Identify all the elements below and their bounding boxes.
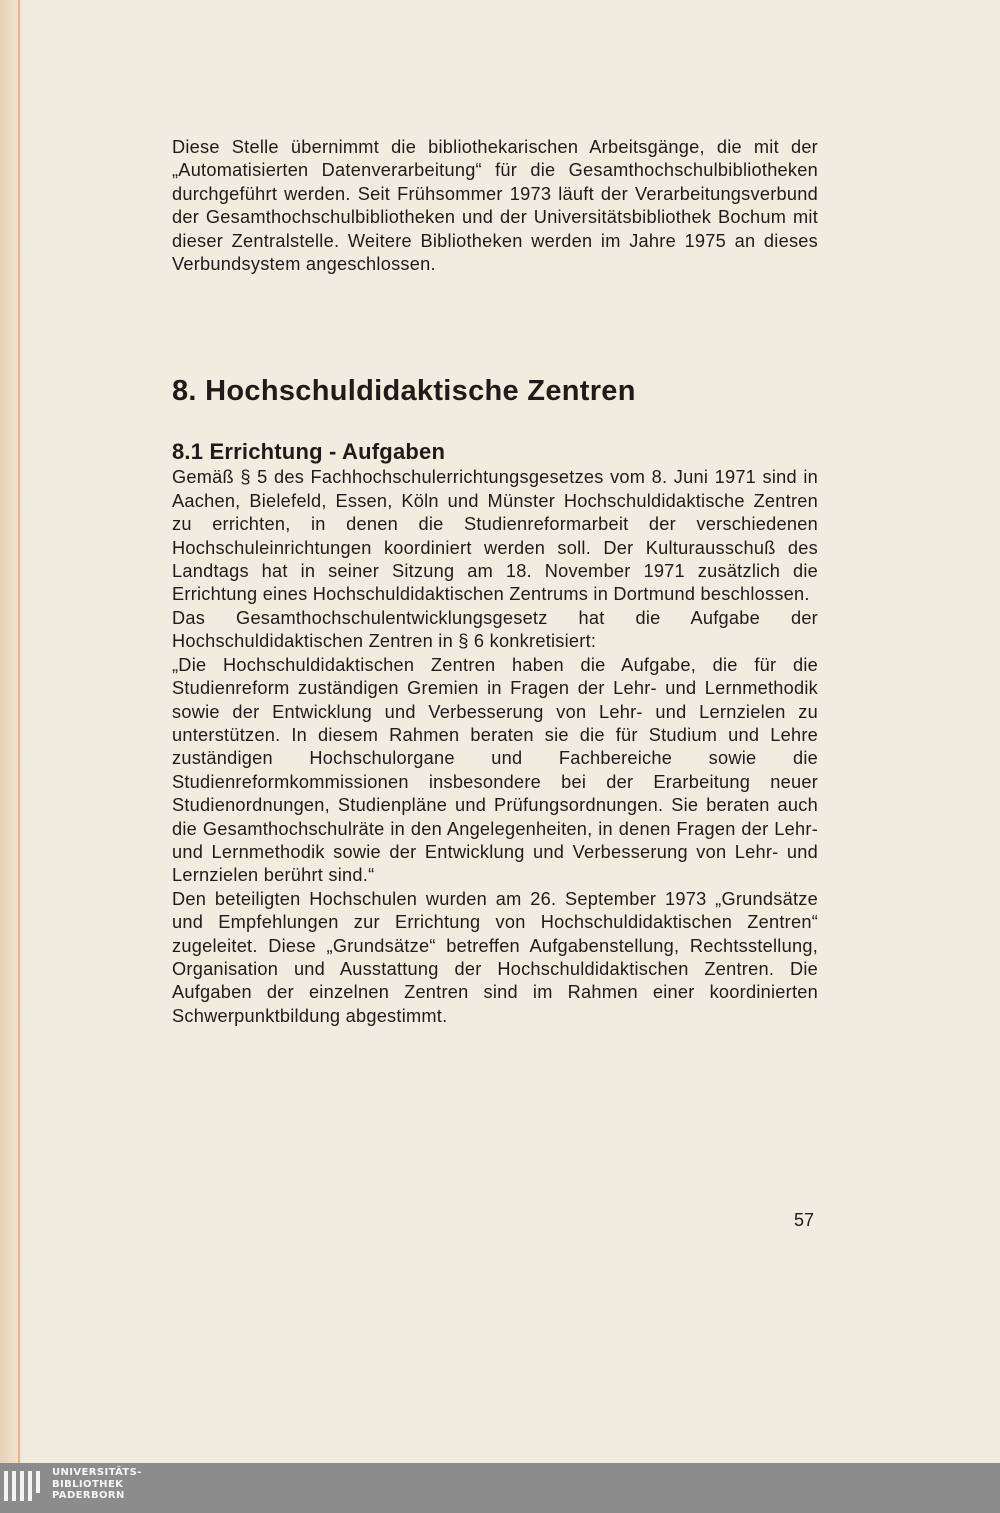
paragraph-gesetz: Das Gesamthochschulentwicklungsgesetz hat die Aufgabe der Hochschuldidaktischen Zentren in § 6 konkretisiert: (172, 607, 818, 652)
chapter-heading: 8. Hochschuldidaktische Zentren (172, 375, 636, 408)
logo-line-3: PADERBORN (52, 1490, 125, 1501)
page-edge-line (18, 0, 20, 1463)
page-number: 57 (794, 1210, 815, 1230)
paragraph-errichtung: Gemäß § 5 des Fachhochschulerrichtungsgesetzes vom 8. Juni 1971 sind in Aachen, Bielefeld, Essen, Köln und Münster Hochschuldidaktische Zentren zu errichten, in denen die Studienreformarbeit der verschiedenen Hochschuleinrichtungen koordiniert werden soll. Der Kulturausschuß des Landtags hat in seiner Sitzung am 18. November 1971 zusätzlich die Errichtung eines Hochschuldidaktischen Zentrums in Dortmund beschlossen. (172, 467, 818, 605)
paragraph-zentralstelle: Diese Stelle übernimmt die bibliothekarischen Arbeitsgänge, die mit der „Automatisierten Datenverarbeitung“ für die Gesamthochschulbibliotheken durchgeführt werden. Seit Frühsommer 1973 läuft der Verarbeitungsverbund der Gesamthochschulbibliotheken und der Universitätsbibliothek Bochum mit dieser Zentralstelle. Weitere Bibliotheken werden im Jahre 1975 an dieses Verbundsystem angeschlossen. (172, 137, 818, 275)
section-heading: 8.1 Errichtung - Aufgaben (172, 439, 446, 465)
library-footer-bar (0, 1463, 1000, 1513)
library-logo-icon (4, 1471, 44, 1507)
logo-line-2: BIBLIOTHEK (52, 1478, 124, 1490)
page-content (172, 136, 818, 1028)
paragraph-quote: „Die Hochschuldidaktischen Zentren haben die Aufgabe, die für die Studienreform zuständigen Gremien in Fragen der Lehr- und Lernmethodik sowie der Entwicklung und Verbesserung von Lehr- und Lernzielen zu unterstützen. In diesem Rahmen beraten sie die für Studium und Lehre zuständigen Hochschulorgane und Fachbereiche sowie die Studienreformkommissionen insbesondere bei der Erarbeitung neuer Studienordnungen, Studienpläne und Prüfungsordnungen. Sie beraten auch die Gesamthochschulräte in den Angelegenheiten, in denen Fragen der Lehr- und Lernmethodik sowie der Entwicklung und Verbesserung von Lehr- und Lernzielen berührt sind.“ (172, 654, 818, 886)
logo-line-1: UNIVERSITÄTS- (52, 1467, 142, 1478)
page-binding-edge (0, 0, 24, 1463)
paragraph-grundsaetze: Den beteiligten Hochschulen wurden am 26. September 1973 „Grundsätze und Empfehlungen zur Errichtung von Hochschuldidaktischen Zentren“ zugeleitet. Diese „Grundsätze“ betreffen Aufgabenstellung, Rechtsstellung, Organisation und Ausstattung der Hochschuldidaktischen Zentren. Die Aufgaben der einzelnen Zentren sind im Rahmen einer koordinierten Schwerpunktbildung abgestimmt. (172, 888, 818, 1026)
library-logo-text (52, 1467, 142, 1502)
